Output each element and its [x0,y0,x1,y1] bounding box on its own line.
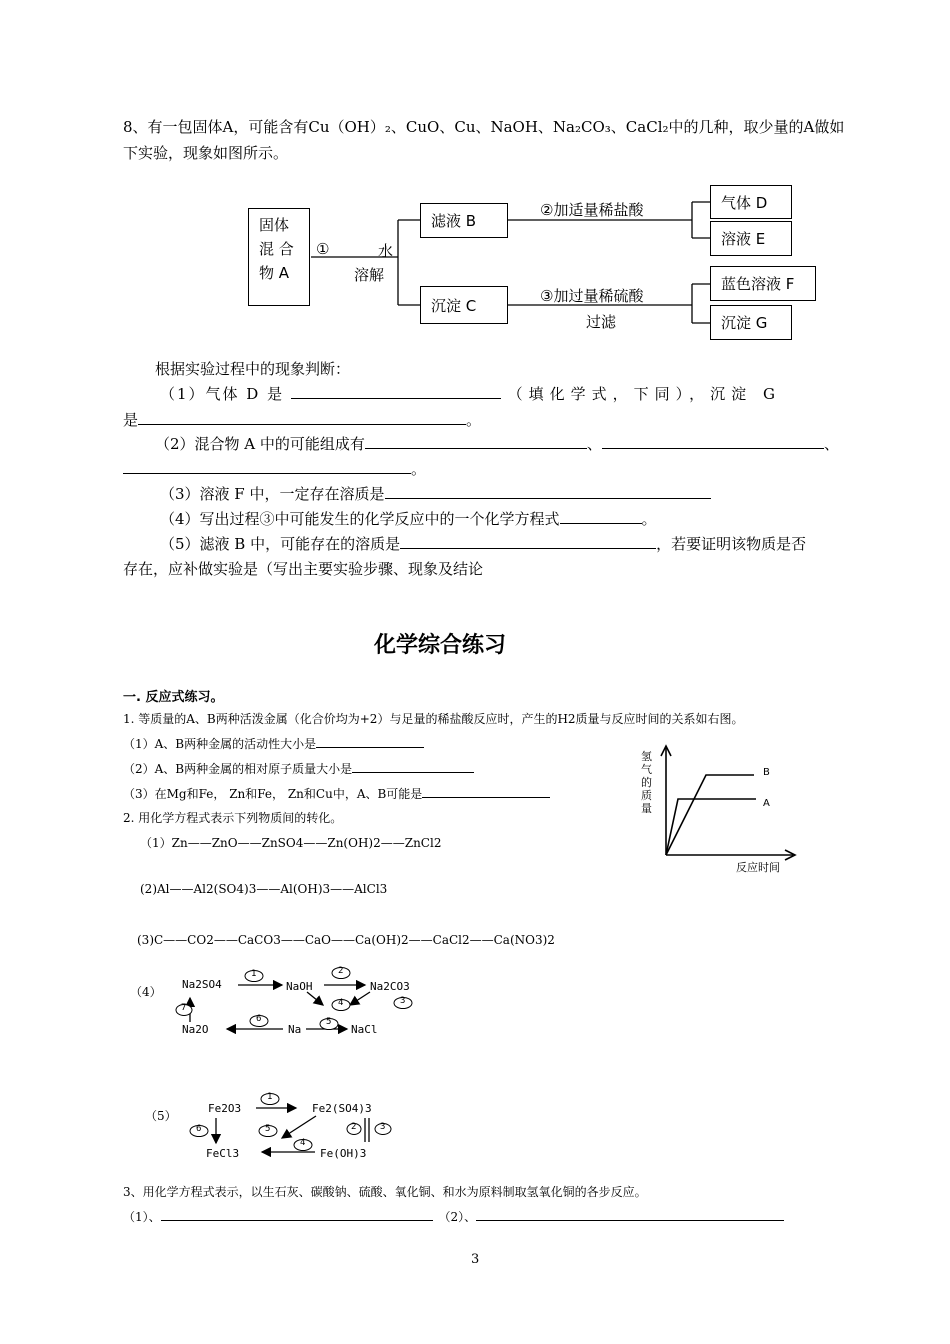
blue-solution-f-box: 蓝色溶液 F [710,266,816,301]
q8-part1-shi: 是 [123,411,139,429]
q8-part4-end: 。 [641,510,657,528]
naoh: NaOH [286,980,313,993]
item2-5-label: （5） [145,1109,177,1123]
q8-part2-sep: 、 [586,435,602,453]
q8-part5-c: 存在，应补做实验是（写出主要实验步骤、现象及结论 [123,560,484,578]
item2-text: 2. 用化学方程式表示下列物质间的转化。 [123,811,343,825]
q8-part1-label: （1）气体 D 是 [160,385,285,403]
q8-line2: 下实验，现象如图所示。 [123,144,289,162]
series-b-label: B [763,767,770,778]
fe-circle-2: 2 [351,1122,357,1132]
na2o: Na2O [182,1023,209,1036]
q8-part2-end: 。 [411,460,427,478]
circle-3: 3 [400,996,406,1006]
na: Na [288,1023,302,1036]
step3-label: ③加过量稀硫酸 [540,287,644,305]
circle-2: 2 [338,966,344,976]
fecl3: FeCl3 [206,1147,240,1160]
fe-circle-5: 5 [265,1124,271,1134]
item2-1: （1）Zn——ZnO——ZnSO4——Zn(OH)2——ZnCl2 [140,836,442,850]
q8-part3-label: （3）溶液 F 中，一定存在溶质是 [160,485,385,503]
fe-circle-3: 3 [380,1122,386,1132]
precipitate-c-box: 沉淀 C [420,286,508,324]
circle-5: 5 [326,1017,332,1027]
step1-dissolve: 溶解 [354,266,385,284]
step3-filter: 过滤 [586,313,617,331]
item3-2-label: （2）、 [438,1210,477,1224]
gas-d-box: 气体 D [710,185,792,219]
item2-4-label: （4） [130,985,162,999]
q8-part5-label: （5）滤液 B 中，可能存在的溶质是 [160,535,401,553]
chart-ylabel: 氢 气 的 质 量 [641,750,652,815]
q8-intro: 根据实验过程中的现象判断： [155,360,351,378]
step1-water: 水 [378,242,394,260]
item1-3-label: （3）在Mg和Fe， Zn和Fe， Zn和Cu中，A、B可能是 [123,787,423,801]
solid-a-box: 固体 混 合 物 A [248,208,310,306]
feoh3: Fe(OH)3 [320,1147,367,1160]
step2-label: ②加适量稀盐酸 [540,201,644,219]
item3-lines [123,1208,784,1225]
chart-xlabel: 反应时间 [736,861,780,874]
item3-1-label: （1）、 [123,1210,161,1224]
q8-line1: 8、有一包固体A，可能含有Cu（OH）₂、CuO、Cu、NaOH、Na₂CO₃、CaCl₂中的几种，取少量的A做如 [123,118,845,136]
series-a-label: A [763,798,770,809]
precipitate-g-box: 沉淀 G [710,305,792,340]
na2so4: Na2SO4 [182,978,222,991]
q8-part1-b: （填化学式，下同），沉淀 G [507,385,781,403]
fe2o3: Fe2O3 [208,1102,242,1115]
circle-7: 7 [181,1003,187,1013]
circle-1: 1 [251,969,257,979]
item3-text: 3、用化学方程式表示，以生石灰、碳酸钠、硫酸、氧化铜、和水为原料制取氢氧化铜的各步反应。 [123,1185,647,1199]
step1-number: ① [316,240,330,258]
q8-part2-sep2: 、 [823,435,839,453]
circle-4: 4 [338,998,344,1008]
item1-1-label: （1）A、B两种金属的活动性大小是 [123,737,317,751]
item1-2-label: （2）A、B两种金属的相对原子质量大小是 [123,762,353,776]
section-title: 化学综合练习 [374,633,507,658]
circle-6: 6 [256,1014,262,1024]
reaction-blank-1[interactable] [161,1208,433,1221]
q8-part5-b: ，若要证明该物质是否 [656,535,807,553]
item2-3: (3)C——CO2——CaCO3——CaO——Ca(OH)2——CaCl2——Ca(NO3)2 [137,933,555,947]
fe-circle-4: 4 [300,1138,306,1148]
fe2so43: Fe2(SO4)3 [312,1102,372,1115]
reaction-blank-2[interactable] [476,1208,784,1221]
na2co3: Na2CO3 [370,980,410,993]
filtrate-b-box: 滤液 B [420,203,508,238]
page-number: 3 [471,1252,480,1267]
q8-part4-label: （4）写出过程③中可能发生的化学反应中的一个化学方程式 [160,510,560,528]
solution-e-box: 溶液 E [710,221,792,256]
fe-circle-1: 1 [267,1092,273,1102]
q8-part1-period: 。 [466,411,482,429]
part1-heading: 一. 反应式练习。 [123,690,224,705]
fe-circle-6: 6 [196,1124,202,1134]
item1-text: 1. 等质量的A、B两种活泼金属（化合价均为+2）与足量的稀盐酸反应时，产生的H2质量与反应时间的关系如右图。 [123,712,744,726]
item2-2: (2)Al——Al2(SO4)3——Al(OH)3——AlCl3 [140,882,388,896]
nacl: NaCl [351,1023,378,1036]
q8-part2-label: （2）混合物 A 中的可能组成有 [155,435,365,453]
